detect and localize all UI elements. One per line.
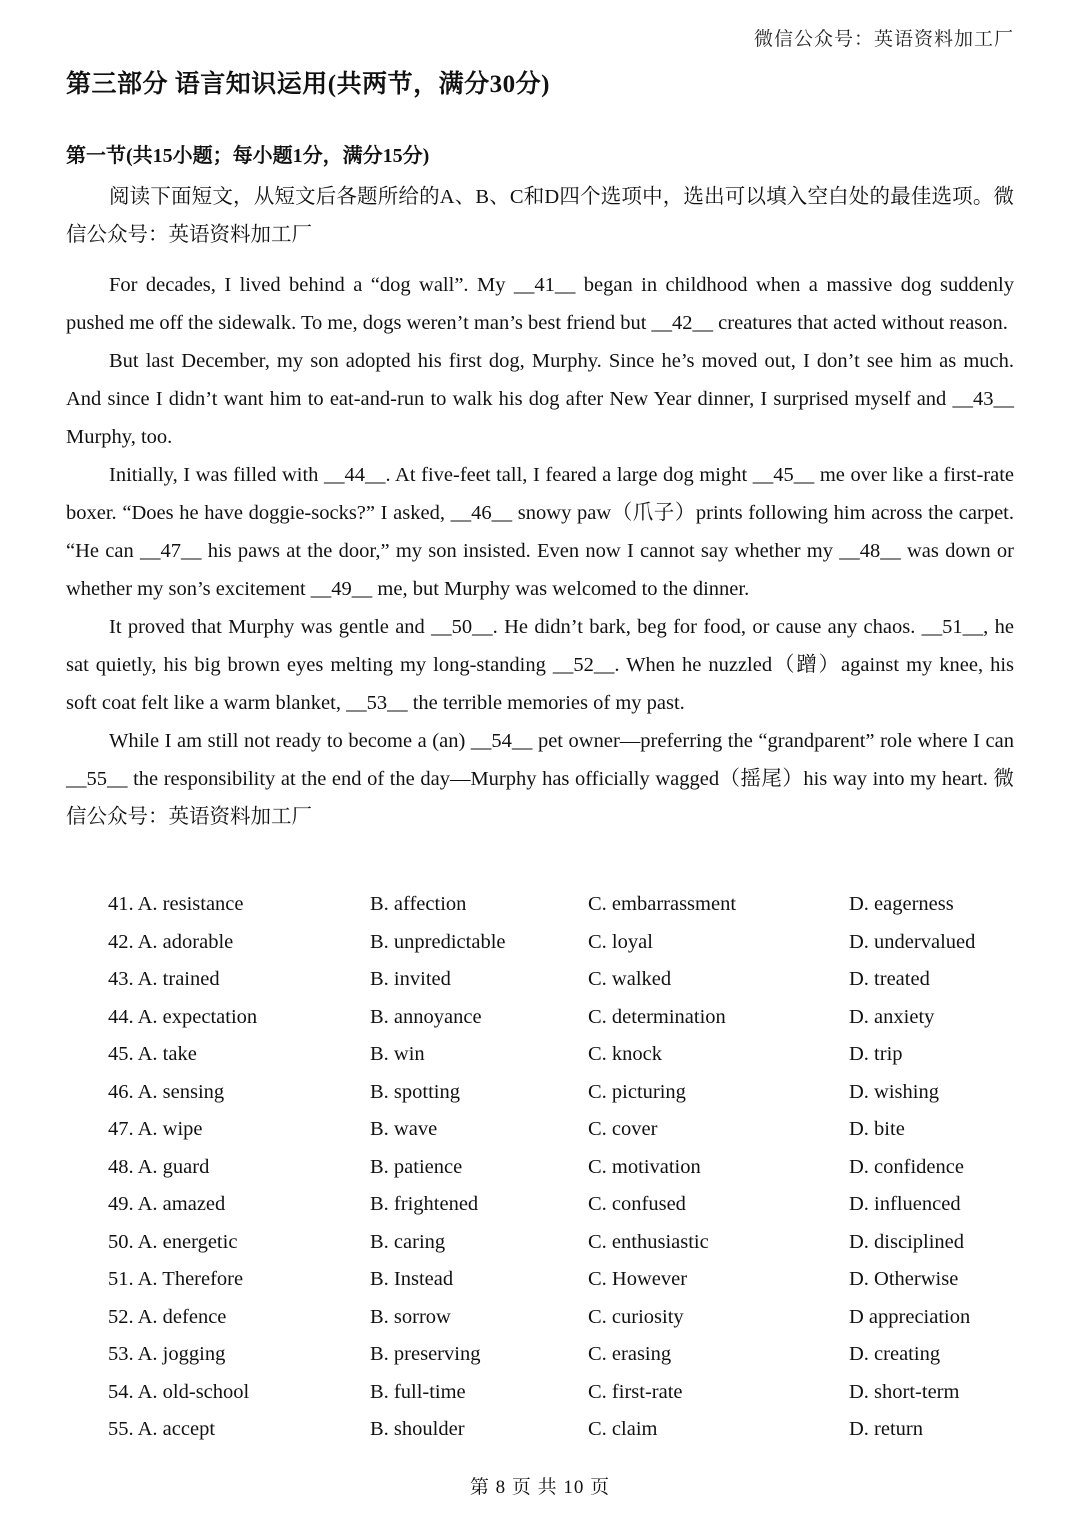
question-49-options xyxy=(108,1193,1048,1231)
passage-paragraph-3: Initially, I was filled with __44__. At five-feet tall, I feared a large dog might __45__ me over like a first-rate boxer. “Does he have doggie-socks?” I asked, __46__ snowy paw（爪子）prints following him across the carpet. “He can __47__ his paws at the door,” my son insisted. Even now I cannot say whether my __48__ was down or whether my son’s excitement __49__ me, but Murphy was welcomed to the dinner. xyxy=(66,464,1014,600)
option-b: B. Instead xyxy=(370,1268,454,1290)
option-b: B. frightened xyxy=(370,1193,479,1215)
option-a: 41. A. resistance xyxy=(108,893,244,915)
instructions xyxy=(66,178,1014,254)
question-48-options xyxy=(108,1156,1048,1194)
question-55-options xyxy=(108,1418,1048,1456)
option-d: D. treated xyxy=(849,968,930,990)
option-c: C. curiosity xyxy=(588,1305,684,1328)
question-52-options xyxy=(108,1306,1048,1344)
question-53-options xyxy=(108,1343,1048,1381)
option-d: D. return xyxy=(849,1418,924,1440)
option-c: C. picturing xyxy=(588,1080,686,1103)
option-d: D. undervalued xyxy=(849,930,976,953)
option-a: 44. A. expectation xyxy=(108,1005,258,1028)
option-b: B. affection xyxy=(370,893,467,915)
option-d: D. wishing xyxy=(849,1080,939,1103)
passage-paragraph-1: For decades, I lived behind a “dog wall”. My __41__ began in childhood when a massive dog suddenly pushed me off the sidewalk. To me, dogs weren’t man’s best friend but __42__ creatures that acted without reason. xyxy=(66,274,1014,334)
option-b: B. win xyxy=(370,1043,425,1065)
option-b: B. unpredictable xyxy=(370,930,506,953)
option-d: D. bite xyxy=(849,1118,905,1140)
header-watermark: 微信公众号：英语资料加工厂 xyxy=(753,29,1014,50)
option-d: D. trip xyxy=(849,1043,903,1065)
question-54-options xyxy=(108,1381,1048,1419)
option-d: D. Otherwise xyxy=(849,1268,959,1290)
option-a: 43. A. trained xyxy=(108,968,220,990)
question-42-options xyxy=(108,931,1048,969)
option-c: C. enthusiastic xyxy=(588,1230,709,1253)
option-d: D. creating xyxy=(849,1343,941,1365)
option-c: C. However xyxy=(588,1268,688,1290)
answer-options xyxy=(108,893,1048,1456)
instructions-text: 阅读下面短文，从短文后各题所给的A、B、C和D四个选项中，选出可以填入空白处的最佳选项。微信公众号：英语资料加工厂 xyxy=(66,186,1014,246)
option-c: C. determination xyxy=(588,1005,726,1028)
option-d: D. confidence xyxy=(849,1155,964,1178)
passage xyxy=(66,266,1014,836)
option-d: D. eagerness xyxy=(849,893,954,915)
question-46-options xyxy=(108,1081,1048,1119)
option-c: C. walked xyxy=(588,968,672,990)
option-a: 45. A. take xyxy=(108,1043,197,1065)
option-a: 51. A. Therefore xyxy=(108,1268,244,1290)
question-43-options xyxy=(108,968,1048,1006)
option-b: B. preserving xyxy=(370,1343,481,1365)
option-b: B. full-time xyxy=(370,1380,466,1403)
option-d: D. anxiety xyxy=(849,1005,935,1028)
option-b: B. annoyance xyxy=(370,1005,482,1028)
option-a: 49. A. amazed xyxy=(108,1193,226,1215)
option-a: 55. A. accept xyxy=(108,1418,216,1440)
option-c: C. loyal xyxy=(588,930,653,953)
question-41-options xyxy=(108,893,1048,931)
question-44-options xyxy=(108,1006,1048,1044)
option-a: 54. A. old-school xyxy=(108,1380,250,1403)
option-c: C. motivation xyxy=(588,1155,701,1178)
question-47-options xyxy=(108,1118,1048,1156)
option-a: 42. A. adorable xyxy=(108,930,234,953)
option-c: C. embarrassment xyxy=(588,893,737,915)
option-d: D. short-term xyxy=(849,1380,960,1403)
passage-paragraph-5: While I am still not ready to become a (an) __54__ pet owner—preferring the “grandparent” role where I can __55__ the responsibility at the end of the day—Murphy has officially wagged（摇尾）his way into my heart. 微信公众号：英语资料加工厂 xyxy=(66,730,1014,828)
option-c: C. erasing xyxy=(588,1343,672,1365)
option-b: B. invited xyxy=(370,968,451,990)
question-51-options xyxy=(108,1268,1048,1306)
passage-paragraph-4: It proved that Murphy was gentle and __50__. He didn’t bark, beg for food, or cause any chaos. __51__, he sat quietly, his big brown eyes melting my long-standing __52__. When he nuzzled（蹭）against my knee, his soft coat felt like a warm blanket, __53__ the terrible memories of my past. xyxy=(66,616,1014,714)
option-b: B. patience xyxy=(370,1155,463,1178)
page-number: 第 8 页 共 10 页 xyxy=(469,1477,611,1498)
section-title: 第三部分 语言知识运用(共两节，满分30分) xyxy=(66,71,550,98)
option-a: 48. A. guard xyxy=(108,1155,210,1178)
option-c: C. claim xyxy=(588,1418,658,1440)
option-b: B. wave xyxy=(370,1118,438,1140)
option-a: 50. A. energetic xyxy=(108,1230,238,1253)
passage-paragraph-2: But last December, my son adopted his first dog, Murphy. Since he’s moved out, I don’t see him as much. And since I didn’t want him to eat-and-run to walk his dog after New Year dinner, I surprised myself and __43__ Murphy, too. xyxy=(66,350,1014,448)
question-45-options xyxy=(108,1043,1048,1081)
subsection-title: 第一节(共15小题；每小题1分，满分15分) xyxy=(66,145,430,167)
option-c: C. cover xyxy=(588,1118,658,1140)
option-d: D. disciplined xyxy=(849,1230,965,1253)
option-b: B. sorrow xyxy=(370,1305,451,1328)
option-c: C. knock xyxy=(588,1043,663,1065)
option-d: D appreciation xyxy=(849,1305,971,1328)
question-50-options xyxy=(108,1231,1048,1269)
option-a: 46. A. sensing xyxy=(108,1080,225,1103)
option-c: C. first-rate xyxy=(588,1380,683,1403)
option-a: 53. A. jogging xyxy=(108,1343,226,1365)
option-a: 52. A. defence xyxy=(108,1305,227,1328)
option-b: B. caring xyxy=(370,1230,446,1253)
option-c: C. confused xyxy=(588,1193,686,1215)
option-d: D. influenced xyxy=(849,1193,961,1215)
option-a: 47. A. wipe xyxy=(108,1118,203,1140)
option-b: B. shoulder xyxy=(370,1418,465,1440)
option-b: B. spotting xyxy=(370,1080,460,1103)
